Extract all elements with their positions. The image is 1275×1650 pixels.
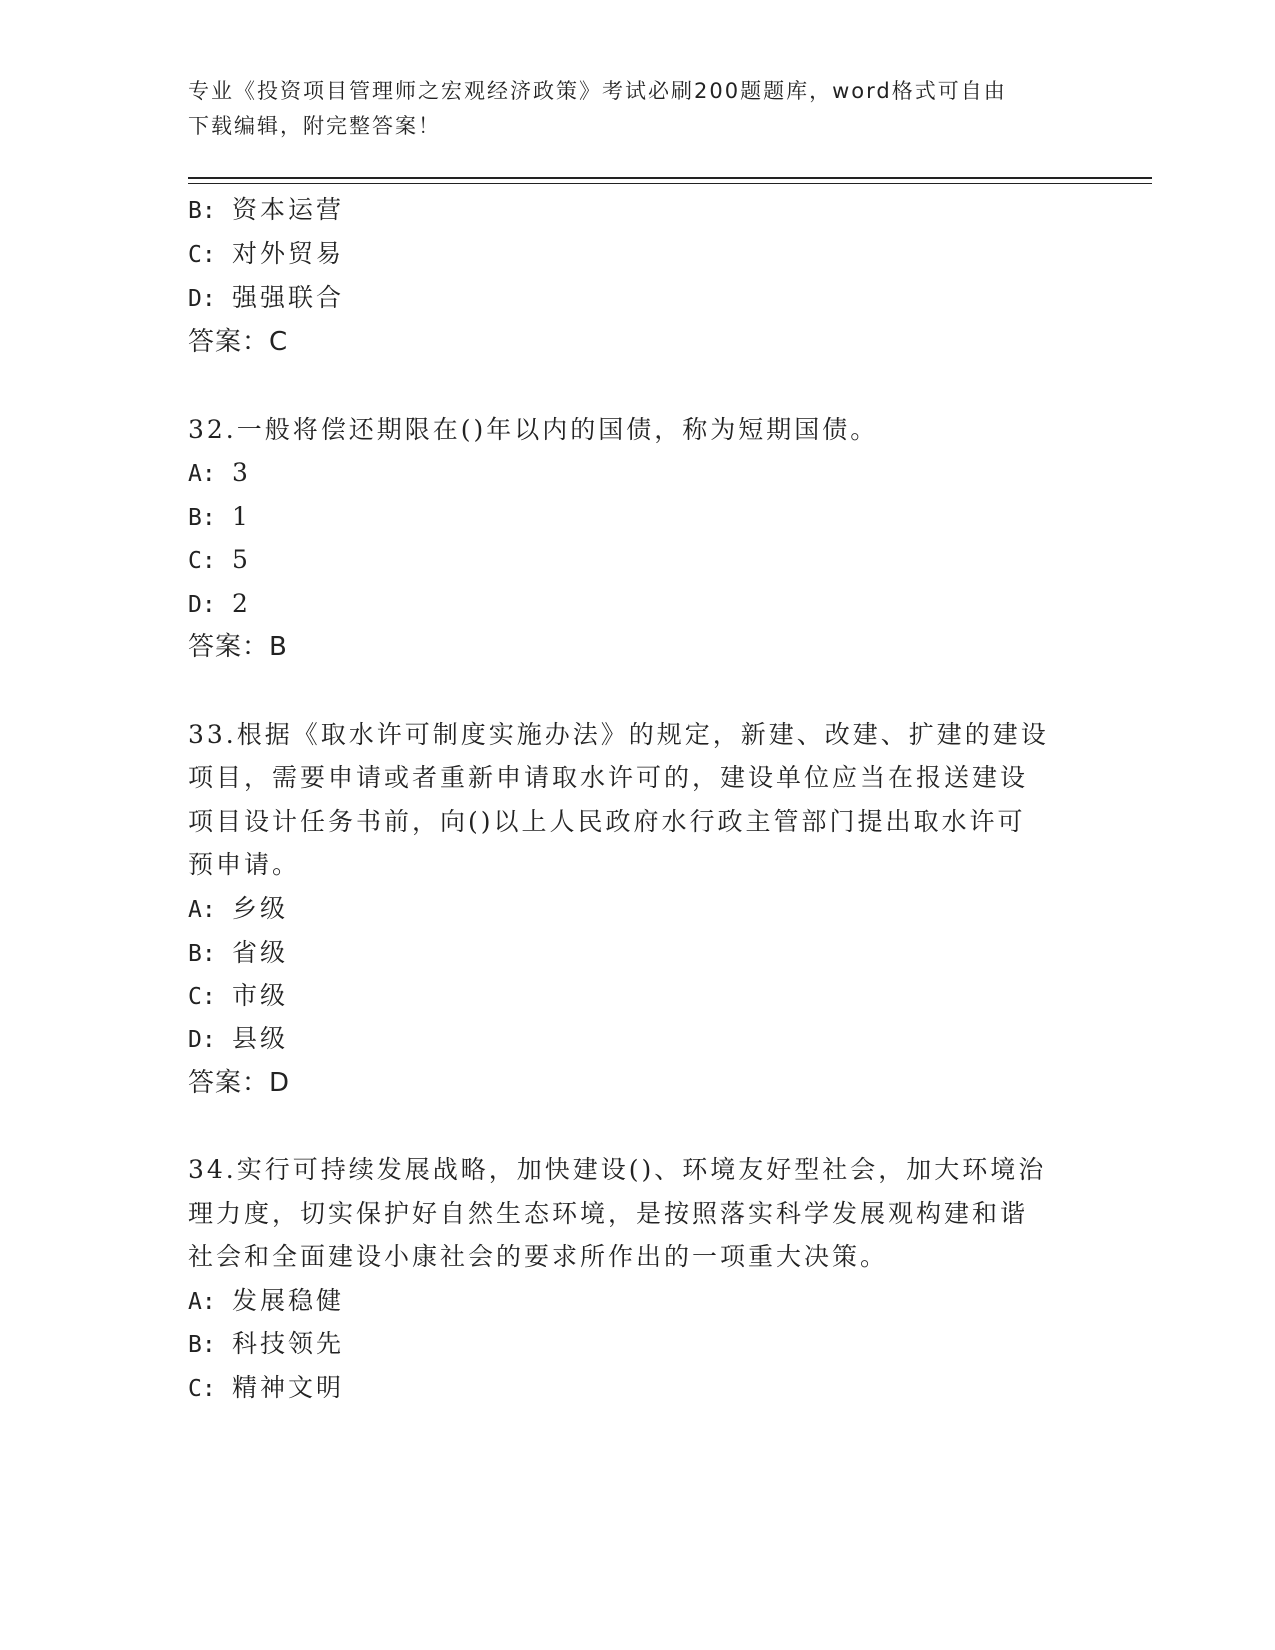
option-text: 科技领先 [232,1329,345,1358]
option-text: 县级 [232,1024,289,1053]
q31-answer: 答案：C [188,327,289,357]
header-line-2: 下载编辑，附完整答案！ [188,114,441,138]
q32-option-a [188,450,1088,497]
option-text: 资本运营 [232,195,345,224]
q34-stem-line: 34.实行可持续发展战略，加快建设()、环境友好型社会，加大环境治 [188,1155,1047,1184]
q33-stem-line: 预申请。 [188,850,301,879]
q33-stem-line: 项目，需要申请或者重新申请取水许可的，建设单位应当在报送建设 [188,763,1029,792]
option-label: D: [188,592,216,618]
option-label: A: [188,897,216,923]
q32-answer: 答案：B [188,632,288,662]
q32-option-c [188,537,1088,584]
option-label: D: [188,1027,216,1053]
option-text: 强强联合 [232,283,345,312]
q32-option-b [188,494,1088,541]
option-label: C: [188,548,216,574]
option-label: D: [188,286,216,312]
q34-stem-line: 理力度，切实保护好自然生态环境，是按照落实科学发展观构建和谐 [188,1199,1029,1228]
option-text: 3 [232,458,251,487]
q34-stem-line: 社会和全面建设小康社会的要求所作出的一项重大决策。 [188,1242,889,1271]
option-text: 对外贸易 [232,239,345,268]
option-label: C: [188,242,216,268]
q31-option-d [188,275,1088,322]
option-text: 省级 [232,938,289,967]
option-label: C: [188,984,216,1010]
document-header [188,74,1088,144]
option-label: B: [188,198,216,224]
header-divider-thick [188,177,1152,179]
option-text: 市级 [232,981,289,1010]
option-text: 2 [232,589,251,618]
q33-stem-line: 33.根据《取水许可制度实施办法》的规定，新建、改建、扩建的建设 [188,720,1049,749]
option-text: 5 [232,545,251,574]
q32-stem-line: 32.一般将偿还期限在()年以内的国债，称为短期国债。 [188,415,879,444]
q31-option-b [188,187,1088,234]
header-divider-thin [188,183,1152,184]
option-text: 乡级 [232,894,289,923]
q34-option-b [188,1321,1088,1368]
q33-answer: 答案：D [188,1068,291,1098]
q31-option-c [188,231,1088,278]
q33-option-a [188,886,1088,933]
q33-stem-line: 项目设计任务书前，向()以上人民政府水行政主管部门提出取水许可 [188,807,1026,836]
option-label: B: [188,941,216,967]
q34-option-c [188,1365,1088,1412]
option-text: 精神文明 [232,1373,345,1402]
option-label: A: [188,1289,216,1315]
q32-option-d [188,581,1088,628]
header-line-1: 专业《投资项目管理师之宏观经济政策》考试必刷200题题库，word格式可自由 [188,79,1007,103]
option-text: 发展稳健 [232,1286,345,1315]
option-label: A: [188,461,216,487]
q34-option-a [188,1278,1088,1325]
option-label: B: [188,1332,216,1358]
option-label: C: [188,1376,216,1402]
q33-option-b [188,930,1088,977]
option-text: 1 [232,502,251,531]
option-label: B: [188,505,216,531]
q33-option-d [188,1016,1088,1063]
q33-option-c [188,973,1088,1020]
